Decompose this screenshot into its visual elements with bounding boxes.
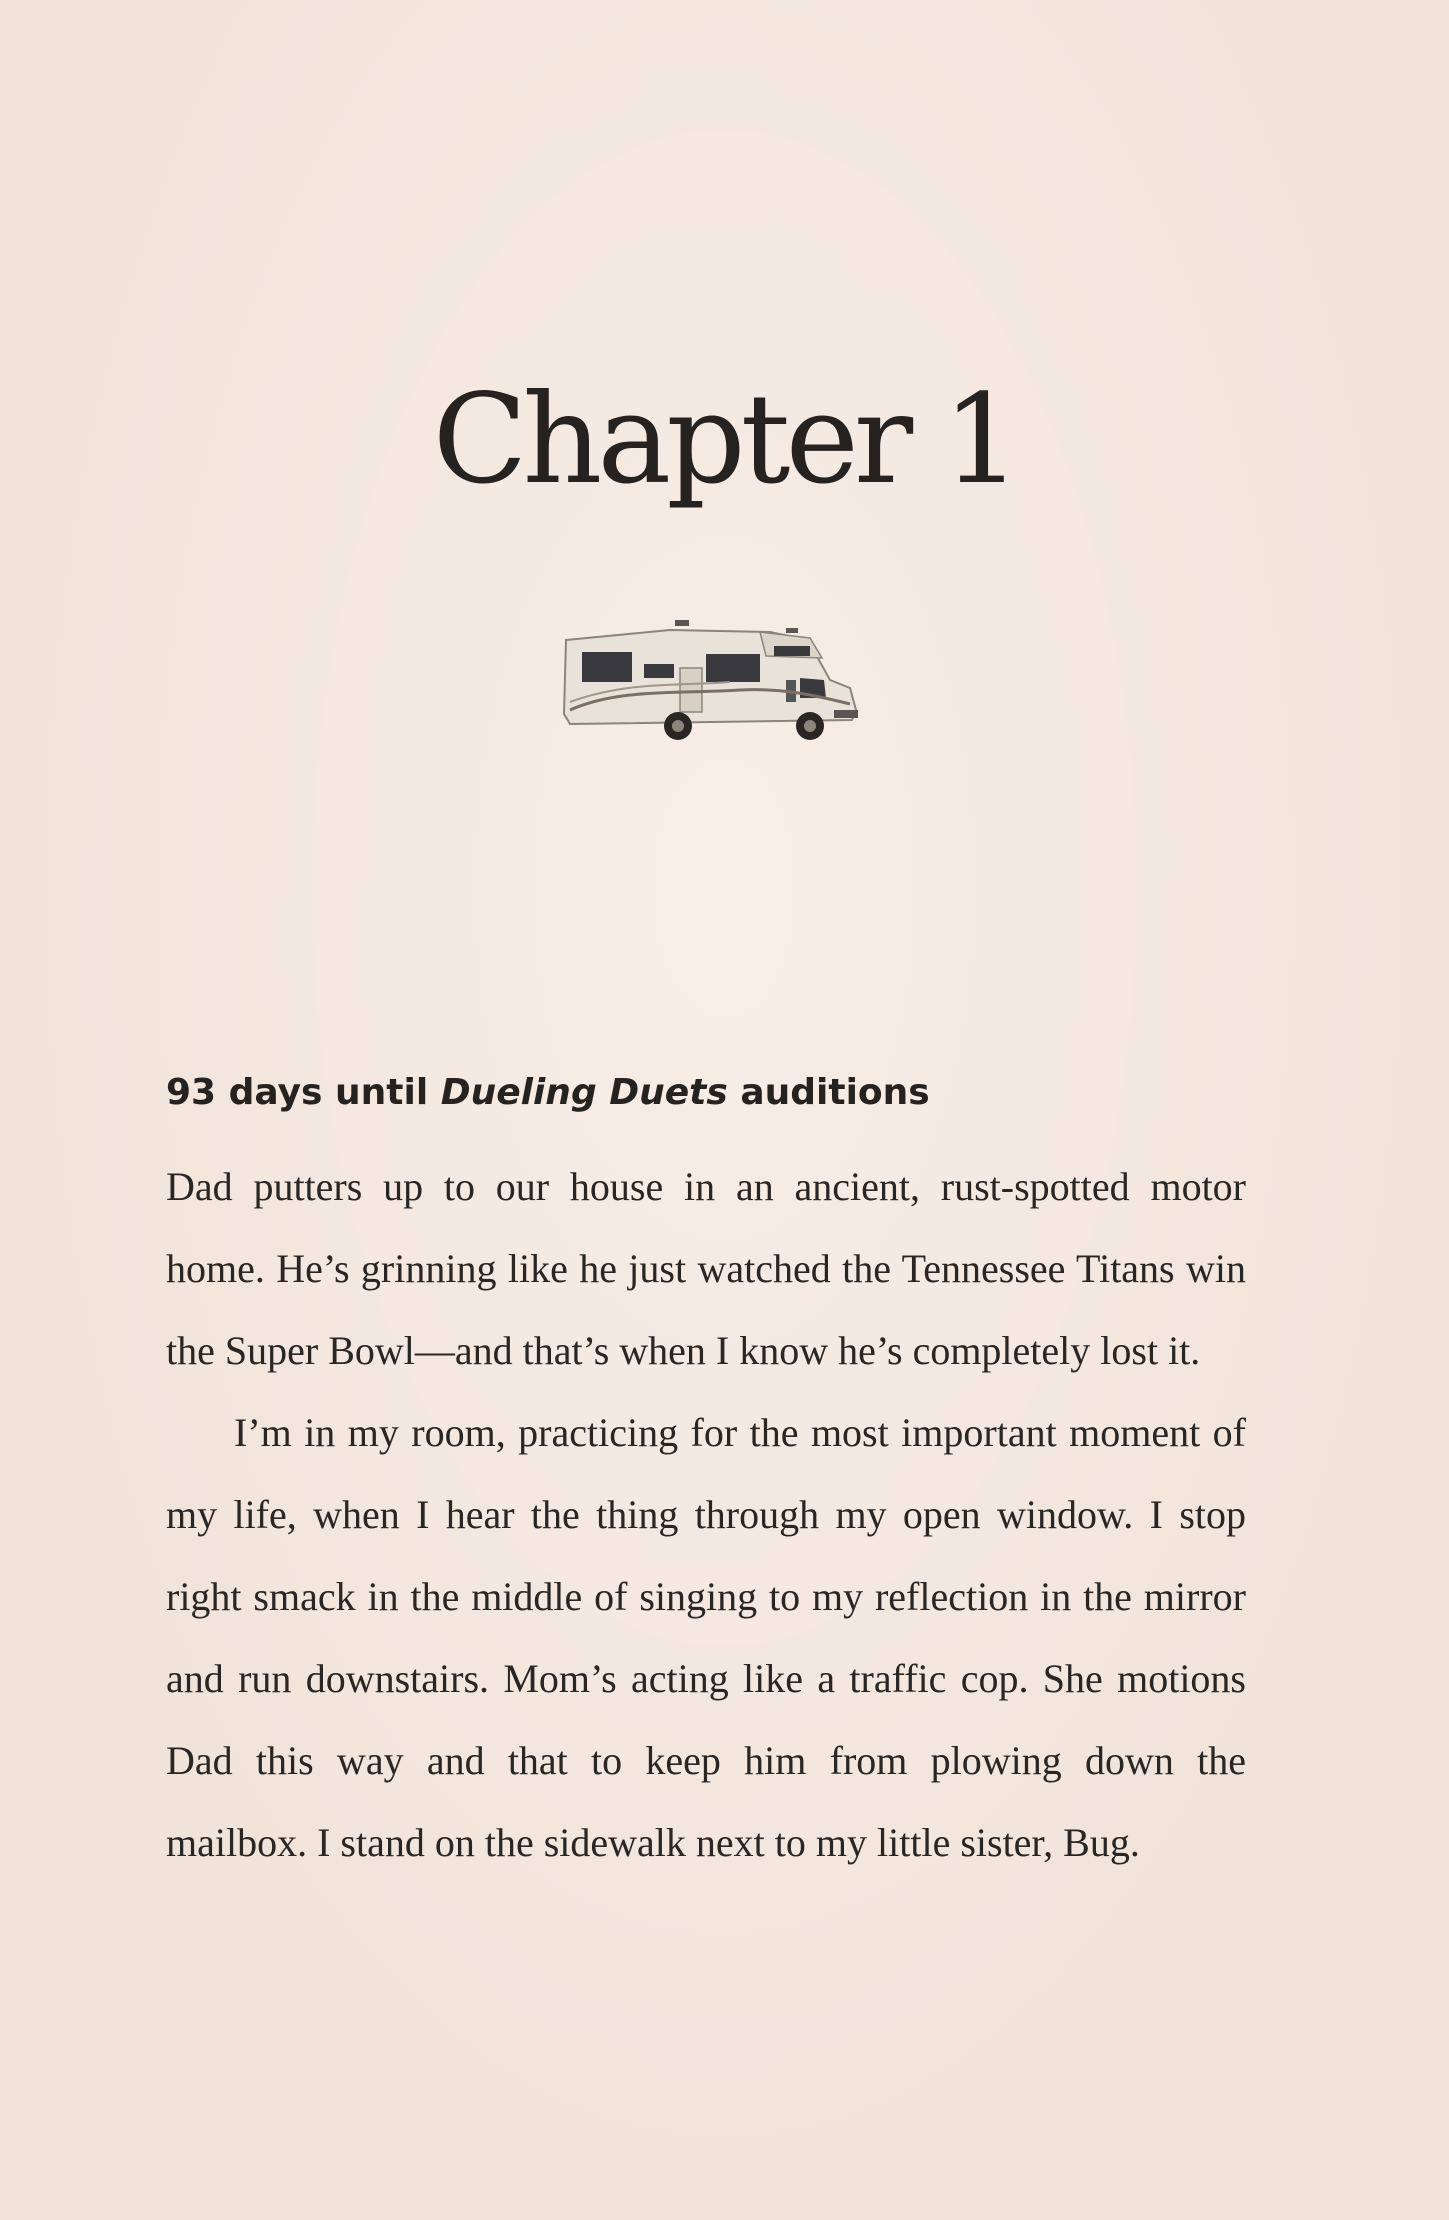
rv-motorhome-icon <box>560 618 866 748</box>
show-title: Dueling Duets <box>440 1072 728 1113</box>
paragraph-1: Dad putters up to our house in an ancient, rust-spotted motor home. He’s grinning like he just watched the Tennessee Titans win the Super Bowl—and that’s when I know he’s completely lost it. <box>166 1164 1246 1373</box>
chapter-subheading <box>166 1072 930 1113</box>
chapter-title: Chapter 1 <box>432 368 1017 512</box>
paragraph-2: I’m in my room, practicing for the most important moment of my life, when I hear the thing through my open window. I stop right smack in the middle of singing to my reflection in the mirror and run downstairs. Mom’s acting like a traffic cop. She motions Dad this way and that to keep him from plowing down the mailbox. I stand on the sidewalk next to my little sister, Bug. <box>166 1410 1246 1865</box>
subhead-suffix: auditions <box>727 1072 930 1113</box>
subhead-prefix: 93 days until <box>166 1072 441 1113</box>
body-text <box>166 1146 1246 1884</box>
